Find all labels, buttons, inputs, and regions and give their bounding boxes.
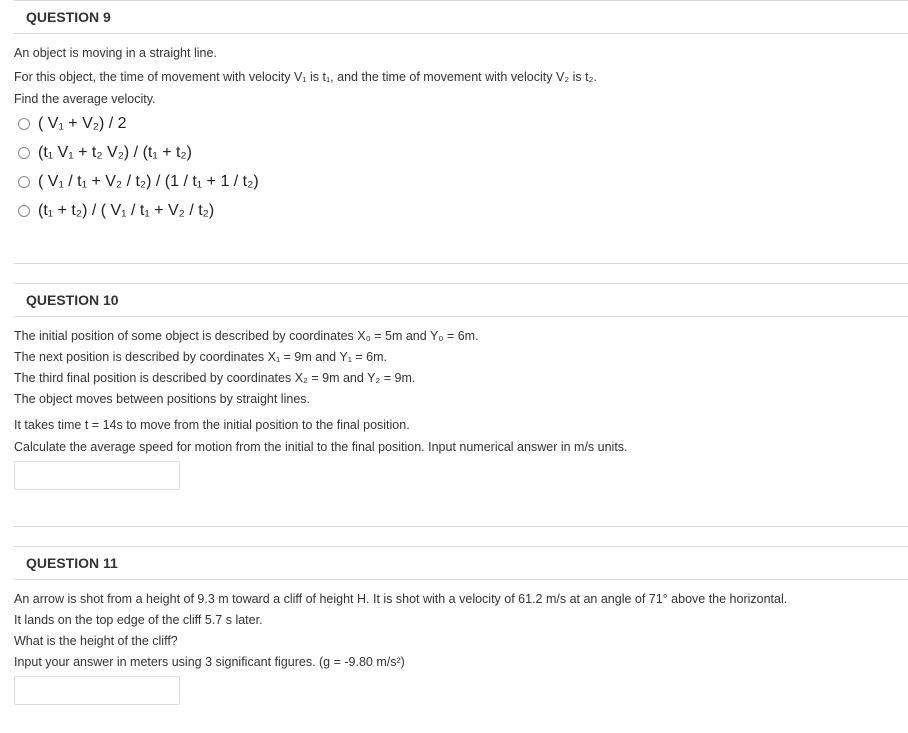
question-separator: [14, 526, 908, 527]
q10-text-line-2: The next position is described by coordinates X₁ = 9m and Y₁ = 6m.: [14, 350, 387, 364]
q11-text-line-3: What is the height of the cliff?: [14, 634, 178, 648]
question-9-header: [14, 0, 908, 34]
question-10-header: [14, 283, 908, 317]
q10-text-line-4: The object moves between positions by straight lines.: [14, 392, 310, 406]
q9-option-1[interactable]: [18, 113, 127, 135]
q11-text-line-4: Input your answer in meters using 3 significant figures. (g = -9.80 m/s²): [14, 655, 405, 669]
radio-button[interactable]: [18, 205, 30, 217]
q9-option-3-label: ( V₁ / t₁ + V₂ / t₂) / (1 / t₁ + 1 / t₂): [38, 173, 259, 190]
q9-option-1-label: ( V₁ + V₂) / 2: [38, 115, 127, 132]
q10-text-line-1: The initial position of some object is described by coordinates X₀ = 5m and Y₀ = 6m.: [14, 329, 479, 343]
radio-button[interactable]: [18, 147, 30, 159]
q9-option-4-label: (t₁ + t₂) / ( V₁ / t₁ + V₂ / t₂): [38, 202, 215, 219]
q9-text-line-1: An object is moving in a straight line.: [14, 46, 217, 60]
question-10-title: QUESTION 10: [26, 292, 119, 308]
radio-button[interactable]: [18, 176, 30, 188]
q11-text-line-2: It lands on the top edge of the cliff 5.7 s later.: [14, 613, 263, 627]
q10-answer-input[interactable]: [14, 461, 180, 490]
question-11-header: [14, 546, 908, 580]
q11-text-line-1: An arrow is shot from a height of 9.3 m toward a cliff of height H. It is shot with a velocity of 61.2 m/s at an angle of 71° above the horizontal.: [14, 592, 788, 606]
q9-text-line-2: For this object, the time of movement with velocity V₁ is t₁, and the time of movement with velocity V₂ is t₂.: [14, 70, 597, 84]
q11-answer-input[interactable]: [14, 676, 180, 705]
q10-text-line-5: It takes time t = 14s to move from the initial position to the final position.: [14, 418, 410, 432]
q9-option-2[interactable]: [18, 142, 192, 164]
q10-text-line-3: The third final position is described by coordinates X₂ = 9m and Y₂ = 9m.: [14, 371, 416, 385]
question-separator: [14, 263, 908, 264]
q9-option-2-label: (t₁ V₁ + t₂ V₂) / (t₁ + t₂): [38, 144, 192, 161]
radio-button[interactable]: [18, 118, 30, 130]
question-11-title: QUESTION 11: [26, 555, 118, 571]
q9-option-3[interactable]: [18, 171, 259, 193]
question-9-title: QUESTION 9: [26, 9, 111, 25]
q9-option-4[interactable]: [18, 200, 214, 222]
q9-text-line-3: Find the average velocity.: [14, 92, 156, 106]
q10-text-line-6: Calculate the average speed for motion from the initial to the final position. Input numerical answer in m/s units.: [14, 440, 628, 454]
